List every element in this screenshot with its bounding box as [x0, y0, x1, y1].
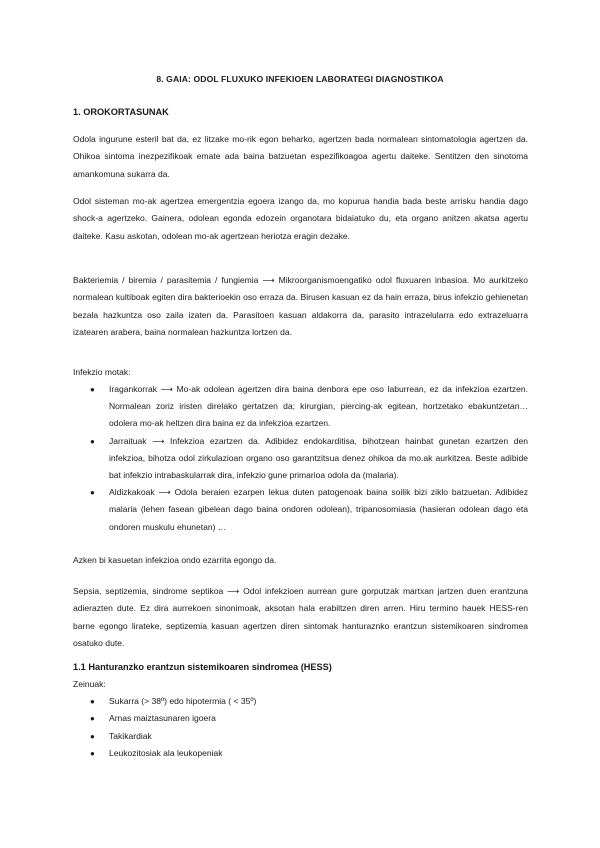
paragraph-4: Sepsia, septizemia, sindrome septikoa ⟶ Odol infekzioen aurrean gure gorputzak martxan jartzen duen erantzuna adierazten dute. Ez dira aurrekoen sinonimoak, aksotan hala erabiltzen diren arren. Hiru termino hauek HESS-ren barne egongo lirateke, septizemia kasuan agertzen diren sintomak hanturaznko erantzun sistemikoaren sindromea osatuko dute. — [73, 586, 528, 648]
list-item-text: Aldizkakoak ⟶ Odola beraien ezarpen lekua duten patogenoak baina soilik bizi ziklo batzuetan. Adibidez malaria (lehen fasean gibelean dago baina ondoren odolean), tripanosomiasia (hasieran odolean dago eta ondoren muskulu ehunetan) … — [109, 487, 528, 532]
paragraph-3: Bakteriemia / biremia / parasitemia / fungiemia ⟶ Mikroorganismoengatiko odol fluxuaren inbasioa. Mo aurkitzeko normalean kultiboak egiten dira bakterioekin oso erraza da. Birusen kasuan ez da hain erraza, birus infekzio gehienetan bezala hazkuntza oso zaila izaten da. Parasitoen kasuan aldakorra da, parasito intrazelularra edo extrazeluarra izatearen arabera, baina normalean hazkuntza lortzen da. — [73, 275, 528, 337]
document-title: 8. GAIA: ODOL FLUXUKO INFEKIOEN LABORATEGI DIAGNOSTIKOA — [156, 74, 444, 84]
list-item — [73, 693, 256, 710]
bullet-icon: ● — [90, 488, 95, 498]
paragraph-1: Odola ingurune esteril bat da, ez litzake mo-rik egon beharko, agertzen bada normalean sintomatologia agertzen da. Ohikoa sintoma inezpezifikoak emate ada baina batzuetan espezifikoagoa agertu daiteke. Sentitzen den sinotoma amankomuna sukarra da. — [73, 134, 528, 179]
list-item-text: Takikardiak — [109, 730, 152, 741]
bullet-icon: ● — [90, 385, 95, 394]
signs-label: Zeinuak: — [73, 679, 106, 689]
list-item — [73, 484, 528, 536]
infection-types-label: Infekzio motak: — [73, 367, 131, 377]
types-closing-sentence: Azken bi kasuetan infekzioa ondo ezarrita egongo da. — [73, 555, 277, 565]
list-item-text: Leukozitosiak ala leukopeniak — [109, 747, 223, 758]
list-item — [73, 728, 256, 745]
infection-types-list — [73, 381, 528, 536]
list-item-text: Sukarra (> 38º) edo hipotermia ( < 35º) — [109, 696, 257, 706]
bullet-icon: ● — [90, 697, 95, 706]
signs-list — [73, 693, 256, 762]
bullet-icon: ● — [90, 731, 95, 741]
bullet-icon: ● — [90, 748, 95, 758]
list-item — [73, 745, 256, 762]
list-item — [73, 381, 528, 433]
section-heading-orokortasunak: 1. OROKORTASUNAK — [73, 107, 169, 117]
list-item-text: Arnas maiztasunaren igoera — [109, 713, 216, 724]
section-heading-hess: 1.1 Hanturanzko erantzun sistemikoaren sindromea (HESS) — [73, 662, 332, 672]
paragraph-2: Odol sisteman mo-ak agertzea emergentzia egoera izango da, mo kopurua handia bada beste arrisku handia dago shock-a agertzeko. Gainera, odolean egonda edozein organotara bidaiatuko du, eta organo anitzen akatsa agertu daiteke. Kasu askotan, odolean mo-ak agertzean heriotza eragin dezake. — [73, 196, 528, 241]
list-item — [73, 710, 256, 727]
bullet-icon: ● — [90, 714, 95, 724]
list-item-text: Iragankorrak ⟶ Mo-ak odolean agertzen dira baina denbora epe oso laburrean, ez da infekzioa ezartzen. Normalean zoriz iristen direlako gertatzen da; kirurgian, piercing-ak egitean, hortzetako ebakuntzetan… odolera mo-ak heltzen dira baina ez da infekzioa ezartzen. — [109, 384, 528, 429]
bullet-icon: ● — [90, 436, 95, 446]
list-item — [73, 433, 528, 485]
list-item-text: Jarraituak ⟶ Infekzioa ezartzen da. Adibidez endokarditisa, bihotzean hainbat gunetan ezartzen den infekzioa, bihotza odol zirkulazioan organo oso garantzitsua denez ohikoa da mo.ak aurkitzea. Beste adibide bat infekzio intrabaskularrak dira, infekzio gune primarioa odola da (malaria). — [109, 435, 528, 481]
